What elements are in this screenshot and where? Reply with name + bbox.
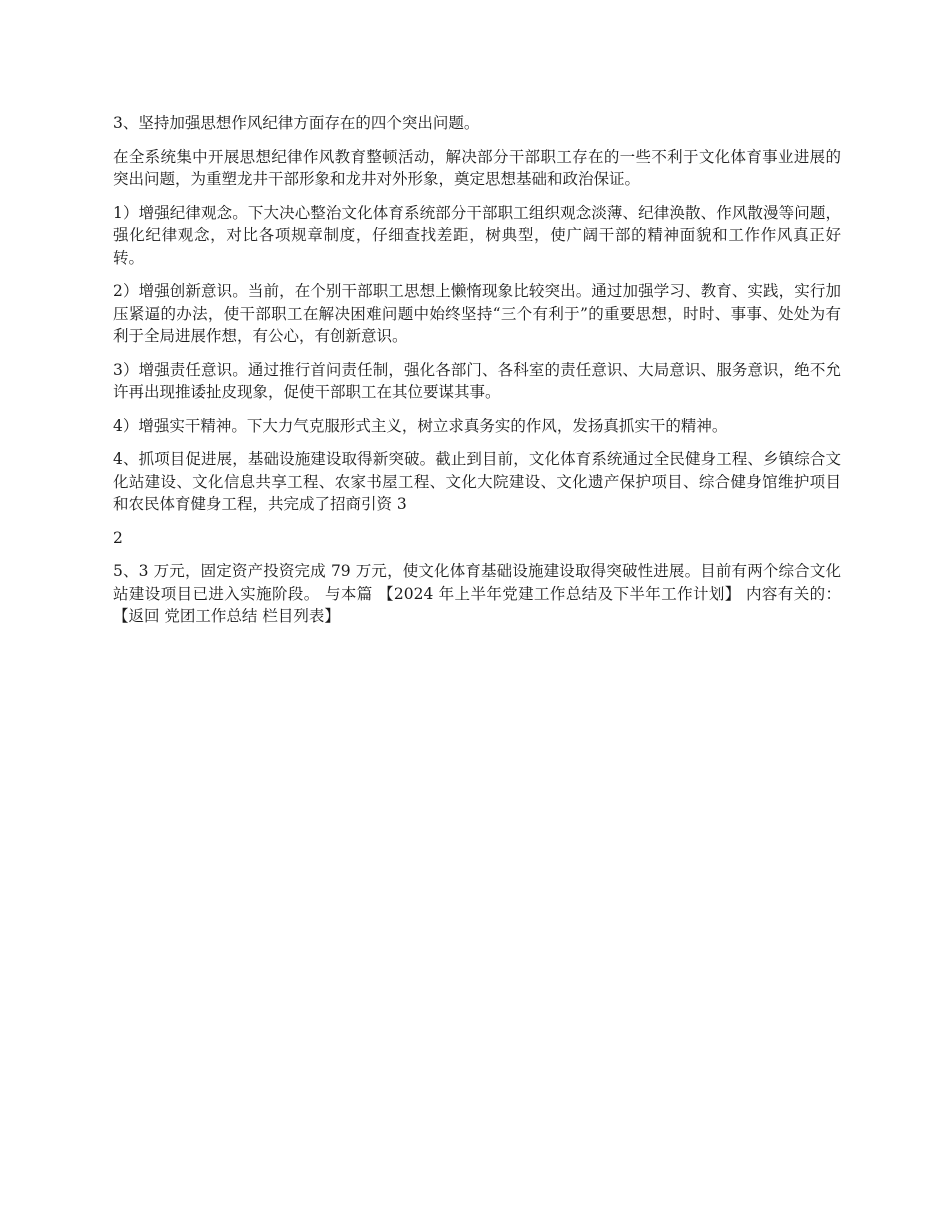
paragraph-practical: 4）增强实干精神。下大力气克服形式主义，树立求真务实的作风，发扬真抓实干的精神。 [113,416,728,435]
paragraph-discipline: 1）增强纪律观念。下大决心整治文化体育系统部分干部职工组织观念淡薄、纪律涣散、作风散漫等问题，强化纪律观念，对比各项规章制度，仔细查找差距，树典型，使广阔干部的精神面貌和工作作风真正好转。 [113,203,841,267]
paragraph-innovation: 2）增强创新意识。当前，在个别干部职工思想上懒惰现象比较突出。通过加强学习、教育、实践，实行加压紧逼的办法，使干部职工在解决困难问题中始终坚持“三个有利于”的重要思想，时时、事事、处处为有利于全局进展作想，有公心，有创新意识。 [113,282,841,345]
page-number: 2 [113,528,123,547]
paragraph-heading-3: 3、坚持加强思想作风纪律方面存在的四个突出问题。 [113,114,480,132]
paragraph-responsibility: 3）增强责任意识。通过推行首问责任制，强化各部门、各科室的责任意识、大局意识、服务意识，绝不允许再出现推诿扯皮现象，促使干部职工在其位要谋其事。 [113,360,841,401]
paragraph-intro: 在全系统集中开展思想纪律作风教育整顿活动，解决部分干部职工存在的一些不利于文化体育事业进展的突出问题，为重塑龙井干部形象和龙井对外形象，奠定思想基础和政治保证。 [113,147,841,188]
paragraph-heading-4: 4、抓项目促进展，基础设施建设取得新突破。截止到目前，文化体育系统通过全民健身工程、乡镇综合文化站建设、文化信息共享工程、农家书屋工程、文化大院建设、文化遗产保护项目、综合健身馆维护项目和农民体育健身工程，共完成了招商引资 3 [113,450,841,513]
document-body [113,112,841,639]
paragraph-heading-5: 5、3 万元，固定资产投资完成 79 万元，使文化体育基础设施建设取得突破性进展。目前有两个综合文化站建设项目已进入实施阶段。 与本篇 【2024 年上半年党建工作总结及下半年工作计划】 内容有关的：【返回 党团工作总结 栏目列表】 [113,562,841,625]
